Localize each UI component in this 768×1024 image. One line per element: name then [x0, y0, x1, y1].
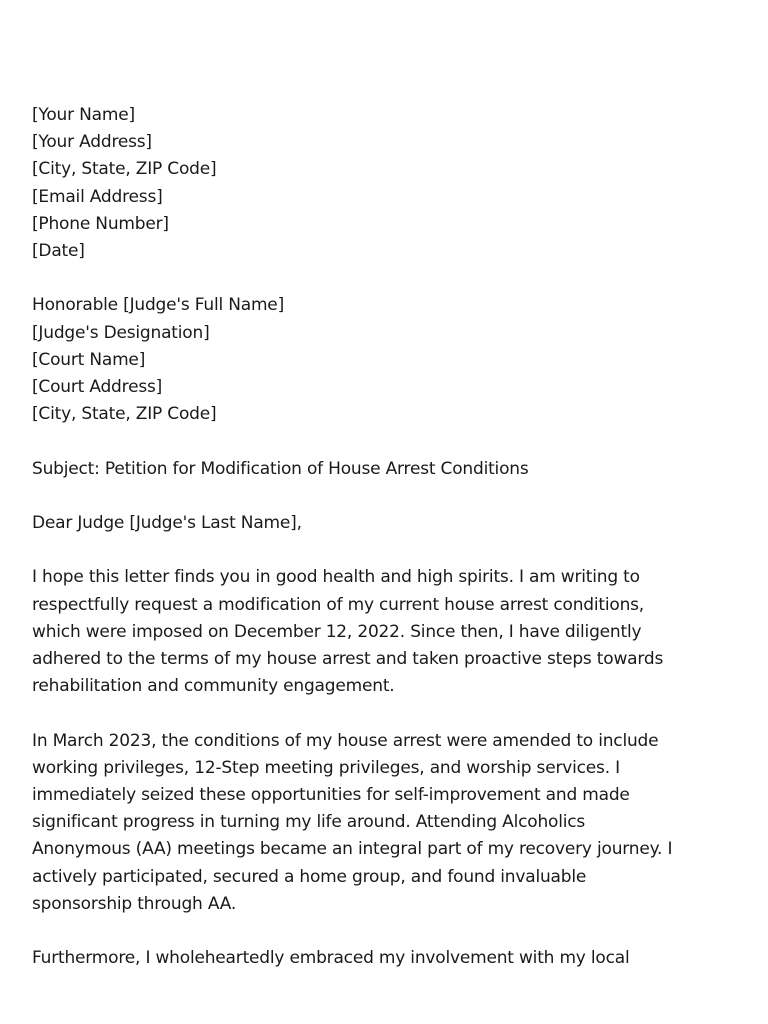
sender-city-state-zip: [City, State, ZIP Code]: [32, 159, 217, 180]
paragraph-line: rehabilitation and community engagement.: [32, 676, 395, 697]
paragraph-line: actively participated, secured a home group, and found invaluable: [32, 866, 587, 887]
paragraph-intro: [32, 564, 728, 700]
court-address: [Court Address]: [32, 377, 163, 398]
sender-email: [Email Address]: [32, 186, 163, 207]
paragraph-progress: [32, 728, 728, 918]
paragraph-community: [32, 945, 728, 972]
subject-text: Subject: Petition for Modification of House Arrest Conditions: [32, 458, 529, 479]
sender-address: [Your Address]: [32, 132, 152, 153]
sender-phone: [Phone Number]: [32, 213, 169, 234]
sender-name: [Your Name]: [32, 105, 135, 125]
salutation: [32, 510, 728, 537]
paragraph-line: Furthermore, I wholeheartedly embraced my involvement with my local: [32, 948, 630, 969]
paragraph-line: which were imposed on December 12, 2022. Since then, I have diligently: [32, 621, 642, 642]
recipient-address-block: [32, 292, 728, 428]
salutation-text: Dear Judge [Judge's Last Name],: [32, 513, 302, 533]
paragraph-line: respectfully request a modification of my current house arrest conditions,: [32, 594, 645, 615]
sender-address-block: [32, 102, 728, 265]
paragraph-line: adhered to the terms of my house arrest and taken proactive steps towards: [32, 649, 664, 669]
paragraph-line: immediately seized these opportunities for self-improvement and made: [32, 785, 630, 805]
court-name: [Court Name]: [32, 349, 146, 370]
letter-date: [Date]: [32, 241, 85, 262]
paragraph-line: In March 2023, the conditions of my house arrest were amended to include: [32, 730, 659, 751]
paragraph-line: working privileges, 12-Step meeting privileges, and worship services. I: [32, 757, 620, 778]
court-city-state-zip: [City, State, ZIP Code]: [32, 404, 217, 425]
paragraph-line: significant progress in turning my life around. Attending Alcoholics: [32, 812, 586, 833]
judge-full-name: Honorable [Judge's Full Name]: [32, 295, 284, 316]
judge-designation: [Judge's Designation]: [32, 322, 210, 343]
subject-line: [32, 456, 728, 483]
paragraph-line: sponsorship through AA.: [32, 893, 237, 914]
paragraph-line: I hope this letter finds you in good health and high spirits. I am writing to: [32, 567, 640, 588]
paragraph-line: Anonymous (AA) meetings became an integral part of my recovery journey. I: [32, 839, 673, 860]
